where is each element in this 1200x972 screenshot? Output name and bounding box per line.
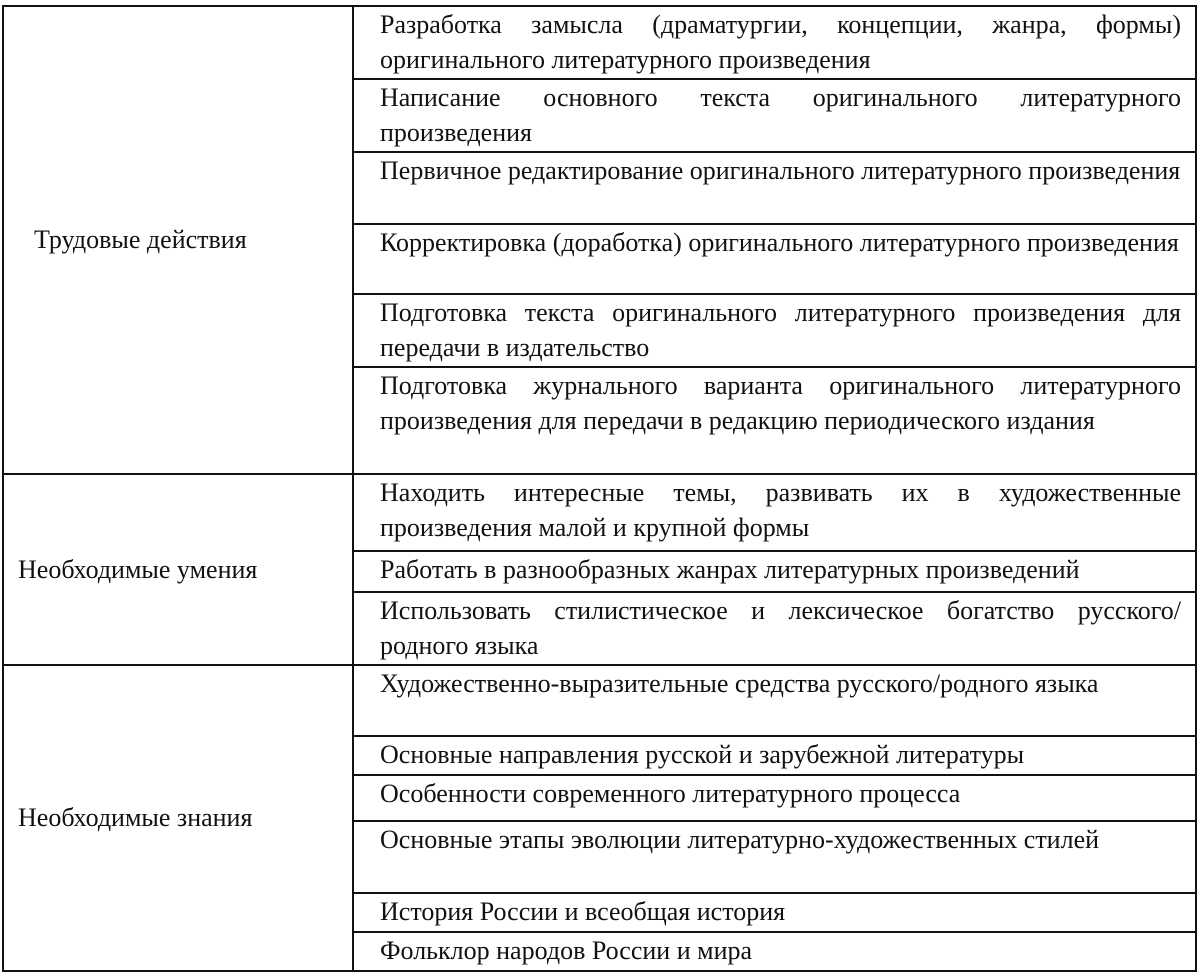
table-cell: Первичное редактирование оригинального литературного произведения — [353, 152, 1196, 224]
table-cell: Подготовка текста оригинального литературного произведения для передачи в издательство — [353, 294, 1196, 367]
table-cell: Подготовка журнального варианта оригинального литературного произведения для передачи в редакцию периодического издания — [353, 367, 1196, 474]
category-required-knowledge: Необходимые знания — [3, 665, 353, 971]
table-row — [3, 6, 1196, 79]
table-row — [3, 665, 1196, 736]
table-cell: Работать в разнообразных жанрах литературных произведений — [353, 551, 1196, 592]
table-cell: Основные этапы эволюции литературно-художественных стилей — [353, 821, 1196, 893]
table-cell: Использовать стилистическое и лексическое богатство русского/родного языка — [353, 592, 1196, 665]
table-cell: История России и всеобщая история — [353, 893, 1196, 932]
table-cell: Основные направления русской и зарубежной литературы — [353, 736, 1196, 775]
table-cell: Написание основного текста оригинального литературного произведения — [353, 79, 1196, 152]
table-cell: Художественно-выразительные средства русского/родного языка — [353, 665, 1196, 736]
category-labor-actions: Трудовые действия — [3, 6, 353, 474]
table-cell: Фольклор народов России и мира — [353, 932, 1196, 971]
table-cell: Находить интересные темы, развивать их в художественные произведения малой и крупной формы — [353, 474, 1196, 551]
category-required-skills: Необходимые умения — [3, 474, 353, 665]
competency-table — [2, 5, 1197, 972]
table-cell: Особенности современного литературного процесса — [353, 775, 1196, 821]
table-cell: Разработка замысла (драматургии, концепции, жанра, формы) оригинального литературного произведения — [353, 6, 1196, 79]
table-cell: Корректировка (доработка) оригинального литературного произведения — [353, 224, 1196, 294]
table-row — [3, 474, 1196, 551]
